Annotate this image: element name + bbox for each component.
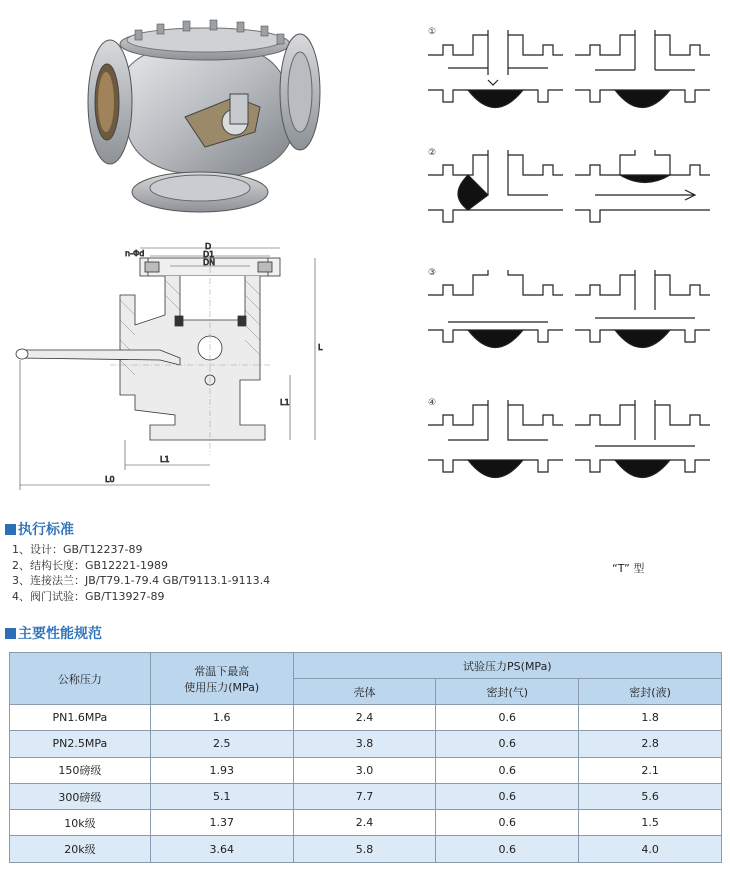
spec-table [9,652,722,863]
dim-DN: DN [203,258,216,267]
heading-marker-icon [5,524,16,535]
cell-working: 2.5 [150,731,293,757]
dim-D: D [205,242,212,251]
flow-diagram-3a [428,270,563,352]
cell-nominal: 10k级 [10,810,151,836]
cell-nominal: 20k级 [10,836,151,862]
header-seal-gas: 密封(气) [436,679,579,705]
cell-shell: 2.4 [293,810,436,836]
standard-item: 4、阀门试验：GB/T13927-89 [12,589,165,603]
table-row [10,757,722,783]
flow-diagram-4b [575,400,710,482]
table-row [10,705,722,731]
flow-diagram-4a [428,400,563,482]
header-working-line1: 常温下最高 [194,664,250,678]
cell-nominal: 300磅级 [10,783,151,809]
cell-seal-gas: 0.6 [436,757,579,783]
cell-working: 5.1 [150,783,293,809]
dim-n-d: n-Φd [125,249,145,258]
header-shell: 壳体 [293,679,436,705]
cell-seal-liquid: 4.0 [579,836,722,862]
cell-shell: 3.8 [293,731,436,757]
cell-seal-liquid: 5.6 [579,783,722,809]
dim-D1: D1 [203,250,215,259]
cell-seal-gas: 0.6 [436,705,579,731]
header-test: 试验压力PS(MPa) [293,653,721,679]
cell-nominal: PN1.6MPa [10,705,151,731]
cell-seal-gas: 0.6 [436,836,579,862]
heading-marker-icon [5,628,16,639]
cell-seal-liquid: 1.8 [579,705,722,731]
cell-working: 1.93 [150,757,293,783]
standards-heading [5,519,74,539]
cell-seal-liquid: 2.1 [579,757,722,783]
standards-list [12,542,270,604]
diagram-number-3: ③ [428,268,437,278]
type-label: “T” 型 [612,562,645,575]
header-working-line2: 使用压力(MPa) [184,680,260,694]
standard-item: 1、设计：GB/T12237-89 [12,543,143,556]
standard-item: 3、连接法兰：JB/T79.1-79.4 GB/T9113.1-9113.4 [12,574,271,587]
table-row [10,783,722,809]
cell-seal-gas: 0.6 [436,810,579,836]
diagram-number-2: ② [428,148,437,158]
flow-diagram-1b [575,30,710,112]
standard-item: 2、结构长度：GB12221-1989 [12,558,169,572]
table-row [10,810,722,836]
dim-L0: L0 [105,475,115,484]
table-row [10,836,722,862]
valve-photo [85,12,325,217]
cell-shell: 7.7 [293,783,436,809]
flow-diagram-2a [428,150,563,232]
dim-L1-vertical: L1 [280,398,290,407]
cell-shell: 3.0 [293,757,436,783]
dim-L1-horizontal: L1 [160,455,170,464]
header-nominal: 公称压力 [10,653,151,705]
flow-diagram-2b [575,150,710,232]
cell-seal-liquid: 2.8 [579,731,722,757]
specs-title: 主要性能规范 [18,626,102,642]
cell-seal-gas: 0.6 [436,731,579,757]
diagram-number-1: ① [428,27,437,37]
cell-working: 1.6 [150,705,293,731]
header-working [150,653,293,705]
specs-heading [5,623,102,643]
cell-shell: 5.8 [293,836,436,862]
dim-L: L [318,343,323,352]
cell-nominal: PN2.5MPa [10,731,151,757]
diagram-number-4: ④ [428,398,437,408]
cell-nominal: 150磅级 [10,757,151,783]
flow-diagram-1a [428,30,563,112]
cell-seal-liquid: 1.5 [579,810,722,836]
cell-seal-gas: 0.6 [436,783,579,809]
technical-drawing [0,240,330,500]
cell-working: 1.37 [150,810,293,836]
cell-working: 3.64 [150,836,293,862]
standards-title: 执行标准 [18,522,74,538]
flow-diagram-3b [575,270,710,352]
table-row [10,731,722,757]
cell-shell: 2.4 [293,705,436,731]
header-seal-liquid: 密封(液) [579,679,722,705]
